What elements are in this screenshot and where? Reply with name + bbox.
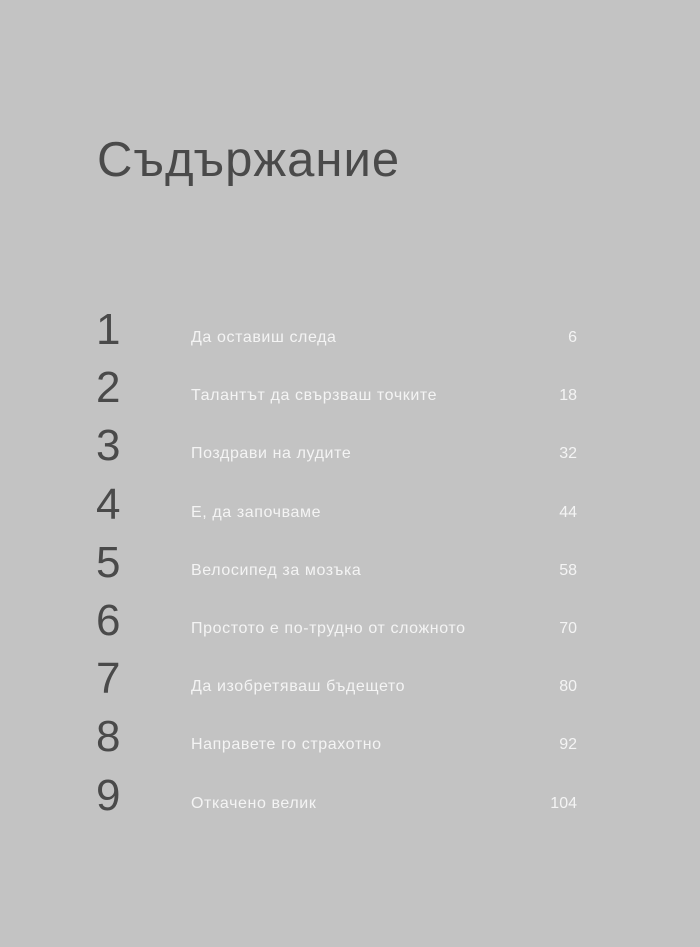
chapter-title: Да оставиш следа [191,329,337,346]
chapter-number: 1 [96,305,121,354]
page-number: 70 [559,619,577,637]
toc-entry-7[interactable] [0,649,700,707]
chapter-title: Талантът да свързваш точките [191,387,438,405]
chapter-title: Направете го страхотно [191,736,382,754]
page-number: 18 [559,387,577,405]
page-number: 104 [550,794,577,812]
toc-entry-5[interactable] [0,533,700,591]
chapter-number: 4 [96,479,121,529]
page-number: 92 [559,736,577,754]
page-number: 58 [559,561,577,579]
chapter-number: 2 [96,363,121,413]
toc-entry-8[interactable] [0,707,700,765]
chapter-title: Велосипед за мозъка [191,561,362,579]
chapter-title: Откачено велик [191,794,317,812]
chapter-number: 6 [96,595,121,645]
page-number: 6 [568,329,577,346]
page-number: 32 [559,445,577,463]
table-of-contents [0,300,700,824]
chapter-number: 7 [96,654,121,704]
page-title: Съдържание [97,133,401,187]
chapter-title: Да изобретяваш бъдещето [191,678,406,696]
chapter-title: Поздрави на лудите [191,445,352,463]
chapter-number: 3 [96,421,121,471]
page-number: 80 [559,678,577,696]
chapter-title: Простото е по-трудно от сложното [191,619,466,637]
chapter-number: 9 [96,770,121,820]
toc-entry-1[interactable] [0,300,700,358]
toc-entry-3[interactable] [0,416,700,474]
toc-entry-4[interactable] [0,475,700,533]
toc-entry-9[interactable] [0,766,700,824]
page-number: 44 [559,503,577,521]
chapter-title: Е, да започваме [191,503,322,521]
chapter-number: 8 [96,712,121,762]
chapter-number: 5 [96,537,121,587]
toc-entry-2[interactable] [0,358,700,416]
toc-entry-6[interactable] [0,591,700,649]
